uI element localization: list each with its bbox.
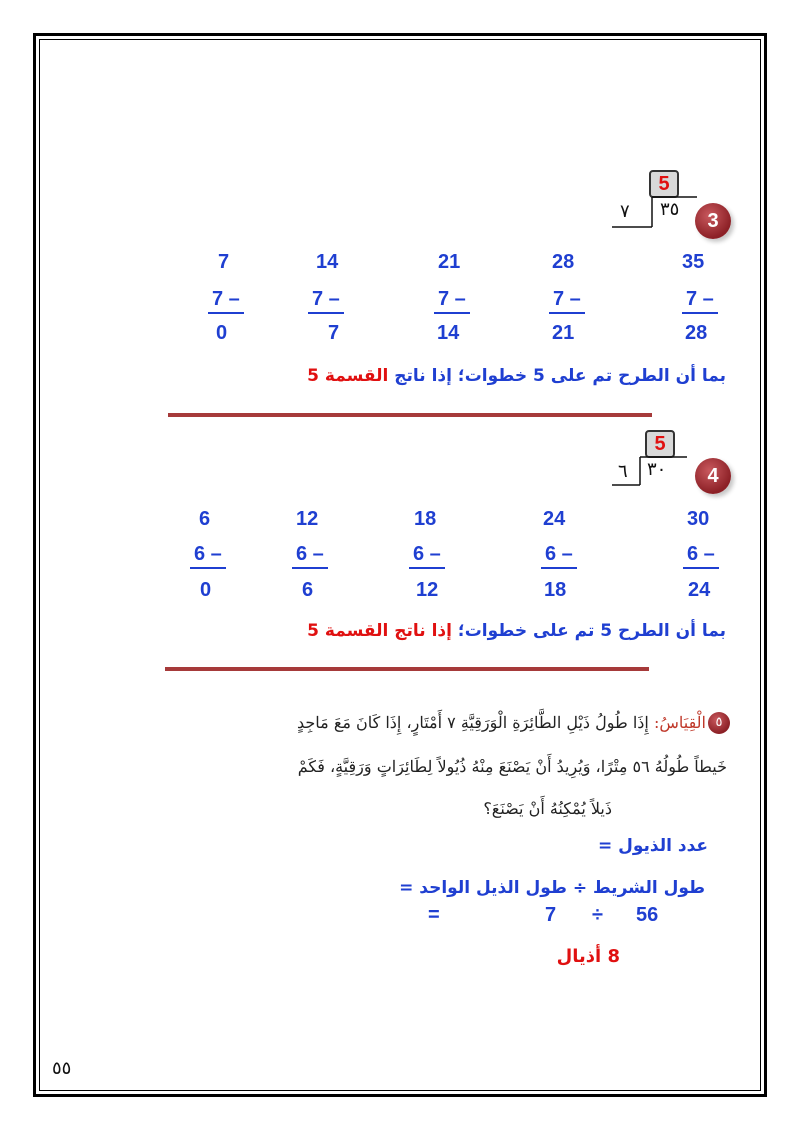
page-number: ٥٥ [52,1058,72,1079]
difference-value: 18 [544,579,567,601]
word-problem-title: الْقِيَاسُ: [653,713,706,732]
word-problem-line-3: ذَيلاً يُمْكِنُهُ أَنْ يَصْنَعَ؟ [483,799,612,818]
word-problem-line-1-text: إِذَا طُولُ ذَيْلِ الطَّائِرَةِ الْوَرَقِيَّةِ ٧ أَمْتَارٍ، إِذَا كَانَ مَعَ مَاجِدٍ [297,713,649,732]
top-value: 18 [414,508,437,530]
quotient-box-4: 5 [645,430,675,458]
top-value: 6 [199,508,211,530]
equation-dividend: 56 [636,904,659,926]
top-value: 12 [296,508,319,530]
word-problem-line-1 [297,713,706,732]
subtrahend: 6 – [292,543,328,569]
conclusion-3-result: القسمة 5 [307,366,389,386]
subtrahend: 7 – [682,288,718,314]
difference-value: 12 [416,579,439,601]
top-value: 30 [687,508,710,530]
equation-divisor: 7 [545,904,557,926]
subtrahend: 7 – [308,288,344,314]
difference-value: 6 [302,579,314,601]
difference-value: 0 [216,322,228,344]
divisor-4: ٦ [618,461,628,482]
section-divider [165,667,649,671]
subtrahend: 7 – [434,288,470,314]
difference-value: 14 [437,322,460,344]
difference-value: 0 [200,579,212,601]
conclusion-3 [307,366,726,386]
answer-count-label: عدد الذيول = [597,836,708,856]
conclusion-4 [307,621,726,641]
conclusion-4-text: بما أن الطرح 5 تم على خطوات؛ [457,621,726,641]
dividend-3: ٣٥ [660,199,680,220]
equation-division-sign: ÷ [592,904,603,926]
difference-value: 28 [685,322,708,344]
equation-equals: = [428,904,440,926]
difference-value: 24 [688,579,711,601]
subtrahend: 6 – [683,543,719,569]
difference-value: 21 [552,322,575,344]
final-answer: 8 أذيال [556,946,620,967]
problem-badge-4: 4 [695,458,731,494]
top-value: 7 [218,251,230,273]
quotient-box-3: 5 [649,170,679,198]
subtrahend: 6 – [541,543,577,569]
word-problem-line-2: خَيطاً طُولُهُ ٥٦ مِتْرًا، وَيُرِيدُ أَنْ يَصْنَعَ مِنْهُ ذُيُولاً لِطَائِرَاتٍ وَرَقِيَّةٍ، فَكَمْ [297,757,727,776]
divisor-3: ٧ [620,201,630,222]
top-value: 28 [552,251,575,273]
subtrahend: 6 – [409,543,445,569]
top-value: 35 [682,251,705,273]
subtrahend: 6 – [190,543,226,569]
conclusion-4-result: إذا ناتج القسمة 5 [307,621,452,641]
top-value: 24 [543,508,566,530]
difference-value: 7 [328,322,340,344]
problem-badge-5: ٥ [708,712,730,734]
dividend-4: ٣٠ [647,459,667,480]
problem-badge-3: 3 [695,203,731,239]
section-divider [168,413,652,417]
top-value: 21 [438,251,461,273]
subtrahend: 7 – [208,288,244,314]
answer-formula: طول الشريط ÷ طول الذيل الواحد = [399,878,705,898]
top-value: 14 [316,251,339,273]
subtrahend: 7 – [549,288,585,314]
conclusion-3-text: بما أن الطرح تم على 5 خطوات؛ إذا ناتج [394,366,726,386]
